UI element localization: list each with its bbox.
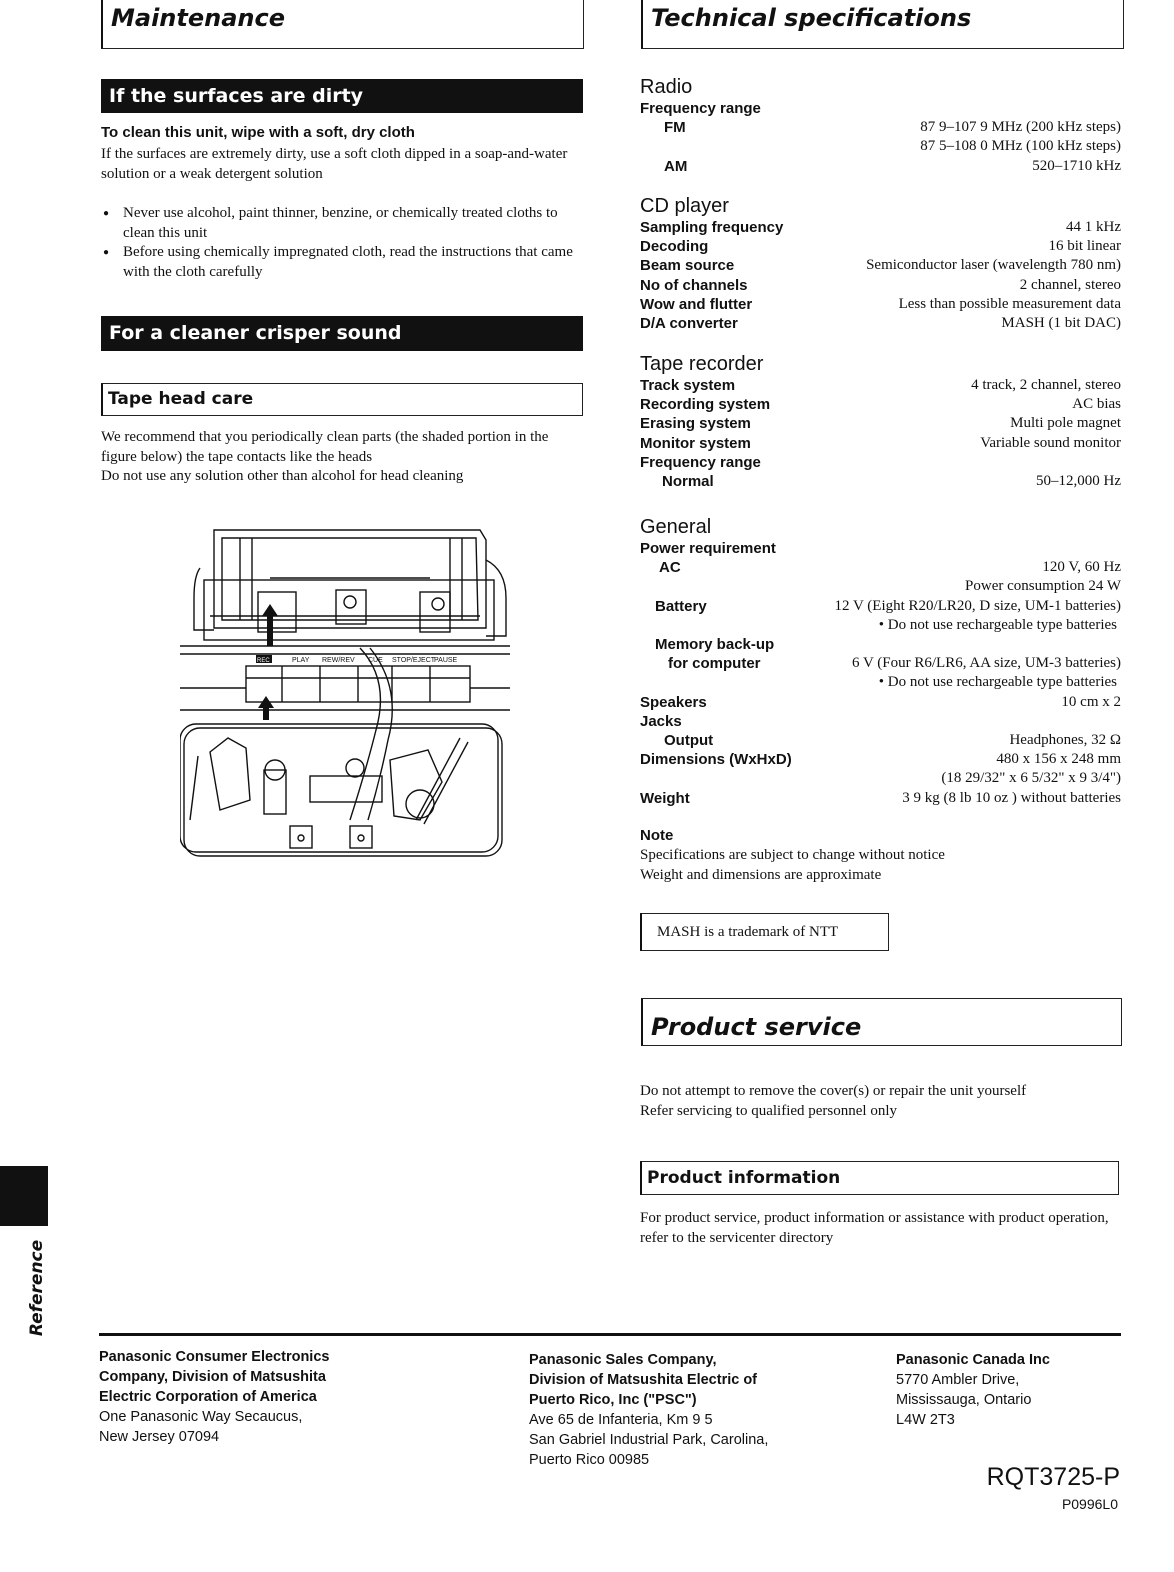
footer-line: Ave 65 de Infanteria, Km 9 5 bbox=[529, 1412, 713, 1428]
spec-label: Frequency range bbox=[640, 453, 761, 471]
spec-label: Wow and flutter bbox=[640, 295, 753, 313]
fig-rec-label: REC bbox=[257, 658, 270, 664]
spec-value: Variable sound monitor bbox=[980, 434, 1121, 451]
spec-value: Multi pole magnet bbox=[1010, 415, 1121, 432]
clean-text: If the surfaces are extremely dirty, use a soft cloth dipped in a soap-and-water solution or a weak detergent solution bbox=[101, 146, 568, 182]
spec-row bbox=[640, 315, 1121, 335]
spec-label: for computer bbox=[668, 655, 761, 673]
spec-row bbox=[640, 415, 1121, 435]
document-code: RQT3725-P bbox=[986, 1463, 1120, 1491]
note-line-2: Weight and dimensions are approximate bbox=[640, 866, 882, 883]
footer-line: Mississauga, Ontario bbox=[896, 1392, 1032, 1408]
service-line-1: Do not attempt to remove the cover(s) or repair the unit yourself bbox=[640, 1083, 1027, 1099]
spec-row bbox=[640, 219, 1121, 239]
spec-label: Beam source bbox=[640, 257, 735, 275]
footer-line: Puerto Rico 00985 bbox=[529, 1452, 650, 1468]
maintenance-title: Maintenance bbox=[111, 4, 286, 32]
spec-label: Track system bbox=[640, 377, 736, 394]
spec-row bbox=[640, 257, 1121, 277]
fig-rew-label: REW/REV bbox=[322, 657, 355, 664]
spec-label: Recording system bbox=[640, 396, 771, 414]
footer-address-ca bbox=[896, 1350, 1050, 1430]
fig-play-label: PLAY bbox=[292, 657, 310, 664]
spec-row bbox=[640, 138, 1121, 158]
reference-label: Reference bbox=[27, 1239, 47, 1337]
spec-label: Dimensions (WxHxD) bbox=[640, 751, 792, 769]
footer-line: Panasonic Sales Company, bbox=[529, 1352, 717, 1368]
trademark-box bbox=[640, 913, 889, 951]
list-item: ● Never use alcohol, paint thinner, benzine, or chemically treated cloths to clean this unit bbox=[101, 204, 583, 243]
spec-label: Jacks bbox=[640, 712, 682, 730]
crisper-sound-heading: For a cleaner crisper sound bbox=[101, 316, 583, 351]
footer-rule bbox=[99, 1333, 1121, 1336]
spec-row bbox=[640, 238, 1121, 258]
spec-value: 16 bit linear bbox=[1048, 238, 1121, 255]
spec-value: Power consumption 24 W bbox=[965, 578, 1121, 595]
note-title: Note bbox=[640, 827, 674, 844]
product-info-box: Product information bbox=[640, 1161, 1119, 1195]
spec-value: AC bias bbox=[1072, 396, 1121, 413]
tape-title: Tape recorder bbox=[640, 353, 764, 375]
spec-row bbox=[640, 751, 1121, 771]
tape-text bbox=[101, 428, 583, 487]
service-line-2: Refer servicing to qualified personnel only bbox=[640, 1102, 898, 1119]
spec-row bbox=[640, 396, 1121, 416]
tech-specs-title: Technical specifications bbox=[651, 4, 972, 32]
spec-value: • Do not use rechargeable type batteries bbox=[878, 674, 1117, 691]
footer-line: Electric Corporation of America bbox=[99, 1389, 317, 1405]
spec-label: Output bbox=[664, 732, 714, 749]
product-service-title: Product service bbox=[651, 1013, 862, 1041]
note-line-1: Specifications are subject to change without notice bbox=[640, 847, 945, 863]
fig-stop-label: STOP/EJECT bbox=[392, 657, 436, 664]
spec-row bbox=[640, 732, 1121, 752]
spec-value: 50–12,000 Hz bbox=[1036, 473, 1121, 489]
info-text: For product service, product information or assistance with product operation, refer to the servicenter directory bbox=[640, 1210, 1109, 1246]
spec-value: 44 1 kHz bbox=[1066, 219, 1121, 235]
spec-value: 6 V (Four R6/LR6, AA size, UM-3 batteries) bbox=[851, 655, 1121, 672]
spec-label: Frequency range bbox=[640, 100, 761, 117]
spec-label: Erasing system bbox=[640, 415, 751, 433]
spec-row bbox=[640, 674, 1121, 694]
spec-value: Less than possible measurement data bbox=[898, 295, 1121, 312]
footer-line: Panasonic Consumer Electronics bbox=[99, 1349, 330, 1365]
footer-address-us bbox=[99, 1347, 329, 1447]
footer-address-pr bbox=[529, 1350, 768, 1470]
tape-text-2: Do not use any solution other than alcohol for head cleaning bbox=[101, 468, 464, 484]
spec-label: Normal bbox=[662, 473, 714, 490]
spec-label: Weight bbox=[640, 789, 690, 807]
spec-row bbox=[640, 473, 1121, 493]
footer-line: One Panasonic Way Secaucus, bbox=[99, 1409, 303, 1425]
spec-value: 120 V, 60 Hz bbox=[1042, 559, 1121, 576]
footer-line: 5770 Ambler Drive, bbox=[896, 1372, 1020, 1388]
trademark-text: MASH is a trademark of NTT bbox=[657, 924, 839, 940]
tape-deck-figure bbox=[180, 520, 510, 860]
spec-label: Battery bbox=[655, 597, 707, 615]
tech-specs-header-box bbox=[641, 0, 1124, 49]
spec-row bbox=[640, 790, 1121, 810]
spec-label: Decoding bbox=[640, 238, 709, 256]
spec-label: Speakers bbox=[640, 693, 707, 711]
spec-value: 520–1710 kHz bbox=[1032, 157, 1121, 174]
spec-row bbox=[640, 770, 1121, 790]
spec-label: AM bbox=[664, 157, 688, 175]
spec-row bbox=[640, 377, 1121, 397]
footer-line: Division of Matsushita Electric of bbox=[529, 1372, 758, 1388]
spec-row bbox=[640, 435, 1121, 455]
spec-label: AC bbox=[659, 559, 681, 577]
spec-row bbox=[640, 694, 1121, 714]
spec-row bbox=[640, 454, 1121, 474]
cleaning-warnings-list bbox=[101, 204, 583, 282]
spec-value: Semiconductor laser (wavelength 780 nm) bbox=[866, 257, 1121, 274]
spec-label: Power requirement bbox=[640, 540, 776, 557]
spec-label: Memory back-up bbox=[655, 636, 775, 653]
fig-cue-label: CUE bbox=[368, 657, 383, 664]
spec-row bbox=[640, 100, 1121, 120]
spec-row bbox=[640, 598, 1121, 618]
maintenance-header-box bbox=[101, 0, 584, 49]
footer-line: San Gabriel Industrial Park, Carolina, bbox=[529, 1432, 769, 1448]
spec-row bbox=[640, 540, 1121, 560]
tape-head-care-box: Tape head care bbox=[101, 383, 583, 416]
radio-title: Radio bbox=[640, 76, 693, 98]
spec-value: 3 9 kg (8 lb 10 oz ) without batteries bbox=[902, 789, 1121, 806]
spec-row bbox=[640, 578, 1121, 598]
product-service-header-box bbox=[641, 998, 1122, 1046]
spec-row bbox=[640, 655, 1121, 675]
spec-row bbox=[640, 713, 1121, 733]
spec-row bbox=[640, 158, 1121, 178]
footer-line: L4W 2T3 bbox=[896, 1412, 955, 1428]
spec-value: (18 29/32" x 6 5/32" x 9 3/4") bbox=[941, 770, 1121, 787]
spec-value: Headphones, 32 Ω bbox=[1009, 732, 1121, 748]
reference-side-tab bbox=[0, 1166, 48, 1226]
fig-pause-label: PAUSE bbox=[434, 657, 458, 664]
spec-value: MASH (1 bit DAC) bbox=[1001, 315, 1121, 331]
spec-row bbox=[640, 636, 1121, 656]
spec-label: Monitor system bbox=[640, 434, 751, 452]
print-code: P0996L0 bbox=[1061, 1496, 1118, 1512]
spec-value: 480 x 156 x 248 mm bbox=[996, 751, 1121, 768]
deck-lid bbox=[214, 530, 486, 628]
dirty-surfaces-heading: If the surfaces are dirty bbox=[101, 79, 583, 113]
spec-value: 12 V (Eight R20/LR20, D size, UM-1 batteries) bbox=[834, 597, 1121, 614]
clean-lead: To clean this unit, wipe with a soft, dry cloth bbox=[101, 124, 415, 141]
cd-title: CD player bbox=[640, 195, 729, 217]
spec-label: No of channels bbox=[640, 276, 748, 294]
spec-label: Sampling frequency bbox=[640, 219, 784, 236]
spec-value: • Do not use rechargeable type batteries bbox=[878, 616, 1117, 633]
spec-label: D/A converter bbox=[640, 315, 738, 332]
footer-line: New Jersey 07094 bbox=[99, 1429, 220, 1445]
footer-line: Company, Division of Matsushita bbox=[99, 1369, 326, 1385]
tape-text-1: We recommend that you periodically clean parts (the shaded portion in the figure below) the tape contacts like the heads bbox=[101, 429, 549, 465]
spec-value: 10 cm x 2 bbox=[1061, 693, 1121, 710]
list-item: ● Before using chemically impregnated cloth, read the instructions that came with the cloth carefully bbox=[101, 243, 583, 282]
spec-value: 4 track, 2 channel, stereo bbox=[971, 377, 1121, 393]
spec-row bbox=[640, 119, 1121, 139]
arrow-up-icon bbox=[258, 696, 274, 720]
spec-row bbox=[640, 296, 1121, 316]
note-text bbox=[640, 846, 1120, 885]
spec-value: 87 9–107 9 MHz (200 kHz steps) bbox=[920, 119, 1121, 136]
spec-row bbox=[640, 277, 1121, 297]
footer-line: Panasonic Canada Inc bbox=[896, 1352, 1050, 1368]
spec-row bbox=[640, 559, 1121, 579]
general-title: General bbox=[640, 516, 712, 538]
spec-value: 87 5–108 0 MHz (100 kHz steps) bbox=[920, 138, 1121, 155]
footer-line: Puerto Rico, Inc ("PSC") bbox=[529, 1392, 697, 1408]
spec-row bbox=[640, 617, 1121, 637]
spec-value: 2 channel, stereo bbox=[1019, 276, 1121, 293]
service-text bbox=[640, 1082, 1122, 1121]
spec-label: FM bbox=[664, 119, 686, 137]
